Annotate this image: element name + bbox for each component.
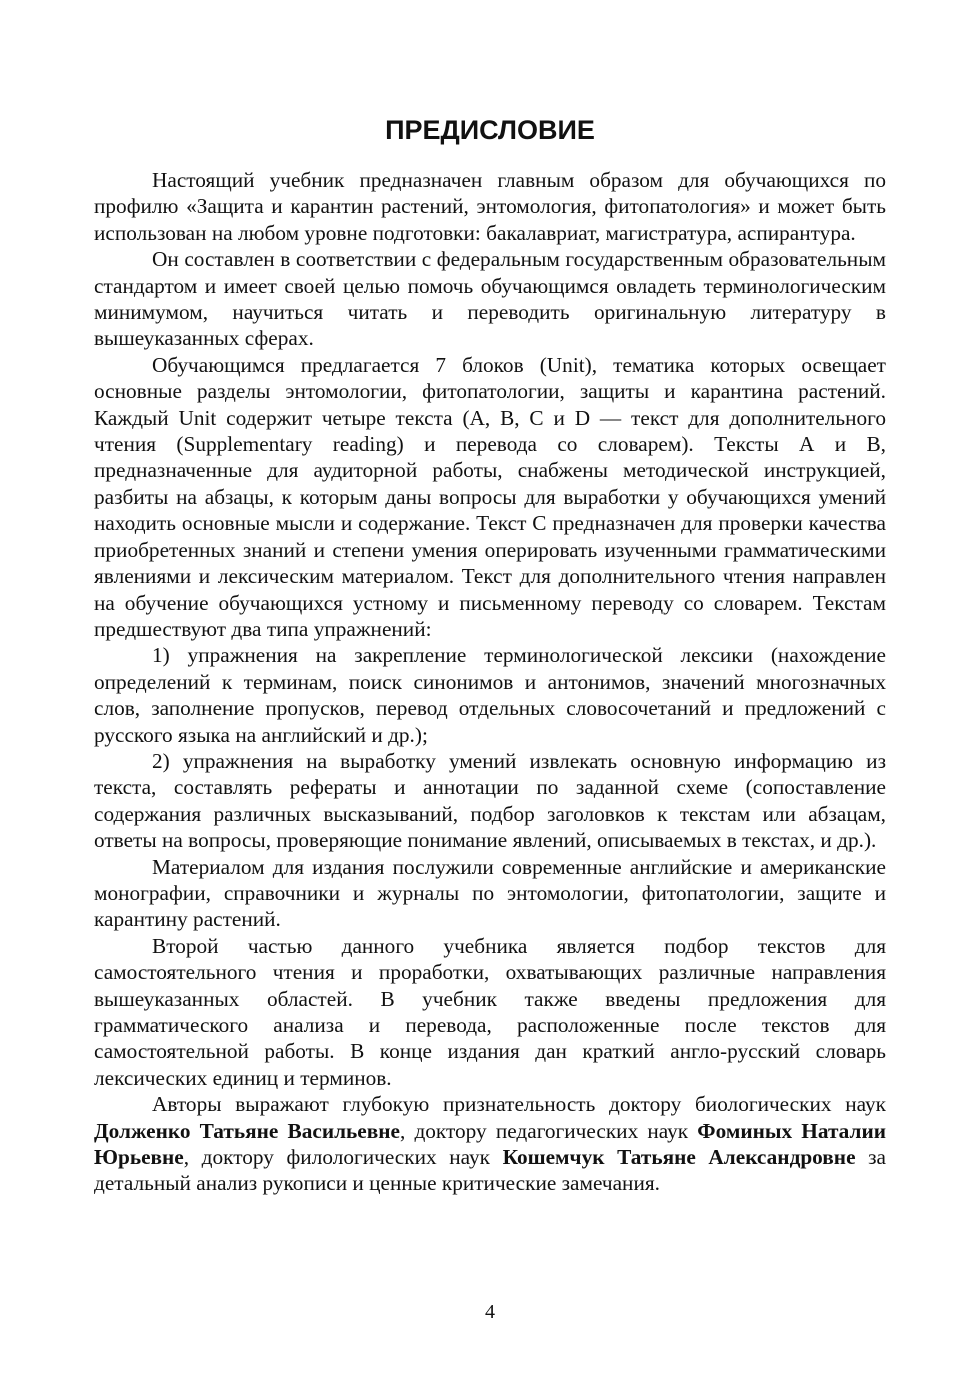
page-number: 4 bbox=[485, 1301, 495, 1323]
paragraph-second-part: Второй частью данного учебника является подбор текстов для самостоятельного чтения и проработки, охватывающих различные направления вышеуказанных областей. В учебник также введены предложения для грамматического анализа и перевода, расположенные после текстов для самостоятельной работы. В конце издания дан краткий англо-русский словарь лексических единиц и терминов. bbox=[94, 933, 886, 1090]
paragraph-exercise-type-2: 2) упражнения на выработку умений извлекать основную информацию из текста, составлять рефераты и аннотации по заданной схеме (сопоставление содержания различных высказываний, подбор заголовков к текстам или абзацам, ответы на вопросы, проверяющие понимание явлений, описываемых в текстах, и др.). bbox=[94, 748, 886, 853]
ack-name-1: Долженко Татьяне Васильевне bbox=[94, 1118, 400, 1143]
ack-name-2: Фоминых Наталии Юрьевне bbox=[94, 1118, 886, 1170]
paragraph-standard: Он составлен в соответствии с федеральным государственным образовательным стандартом и имеет своей целью помочь обучающимся овладеть терминологическим минимумом, научиться читать и переводить оригинальную литературу в вышеуказанных сферах. bbox=[94, 247, 886, 351]
paragraph-exercise-type-1: 1) упражнения на закрепление терминологической лексики (нахождение определений к терминам, поиск синонимов и антонимов, значений многозначных слов, заполнение пропусков, перевод отдельных словосочетаний и предложений с русского языка на английский и др.); bbox=[94, 643, 886, 747]
paragraph-sources: Материалом для издания послужили современные английские и американские монографии, справочники и журналы по энтомологии, фитопатологии, защите и карантину растений. bbox=[94, 854, 886, 932]
paragraph-units: Обучающимся предлагается 7 блоков (Unit), тематика которых освещает основные разделы энтомологии, фитопатологии, защиты и карантина растений. Каждый Unit содержит четыре текста (A, B, C и D — текст для дополнительного чтения (Supplementary reading) и перевода со словарем). Тексты А и В, предназначенные для аудиторной работы, снабжены методической инструкцией, разбиты на абзацы, к которым даны вопросы для выработки у обучающихся умений находить основные мысли и содержание. Текст С предназначен для проверки качества приобретенных знаний и степени умения оперировать изученными грамматическими явлениями и лексическим материалом. Текст для дополнительного чтения направлен на обучение обучающихся устному и письменному переводу со словарем. Текстам предшествуют два типа упражнений: bbox=[94, 352, 886, 641]
paragraph-purpose: Настоящий учебник предназначен главным образом для обучающихся по профилю «Защита и карантин растений, энтомология, фитопатология» и может быть использован на любом уровне подготовки: бакалавриат, магистратура, аспирантура. bbox=[94, 168, 886, 245]
ack-name-3: Кошемчук Татьяне Александровне bbox=[502, 1145, 856, 1170]
ack-text-1: Авторы выражают глубокую признательность доктору биологических наук bbox=[152, 1092, 886, 1117]
ack-text-3: , доктору филологических наук bbox=[183, 1145, 503, 1170]
page-title: ПРЕДИСЛОВИЕ bbox=[385, 115, 595, 145]
ack-text-4: за детальный анализ рукописи и ценные критические замечания. bbox=[94, 1145, 886, 1196]
paragraph-acknowledgment bbox=[94, 1091, 886, 1197]
ack-text-2: , доктору педагогических наук bbox=[399, 1118, 698, 1143]
preface-body bbox=[94, 167, 886, 1197]
